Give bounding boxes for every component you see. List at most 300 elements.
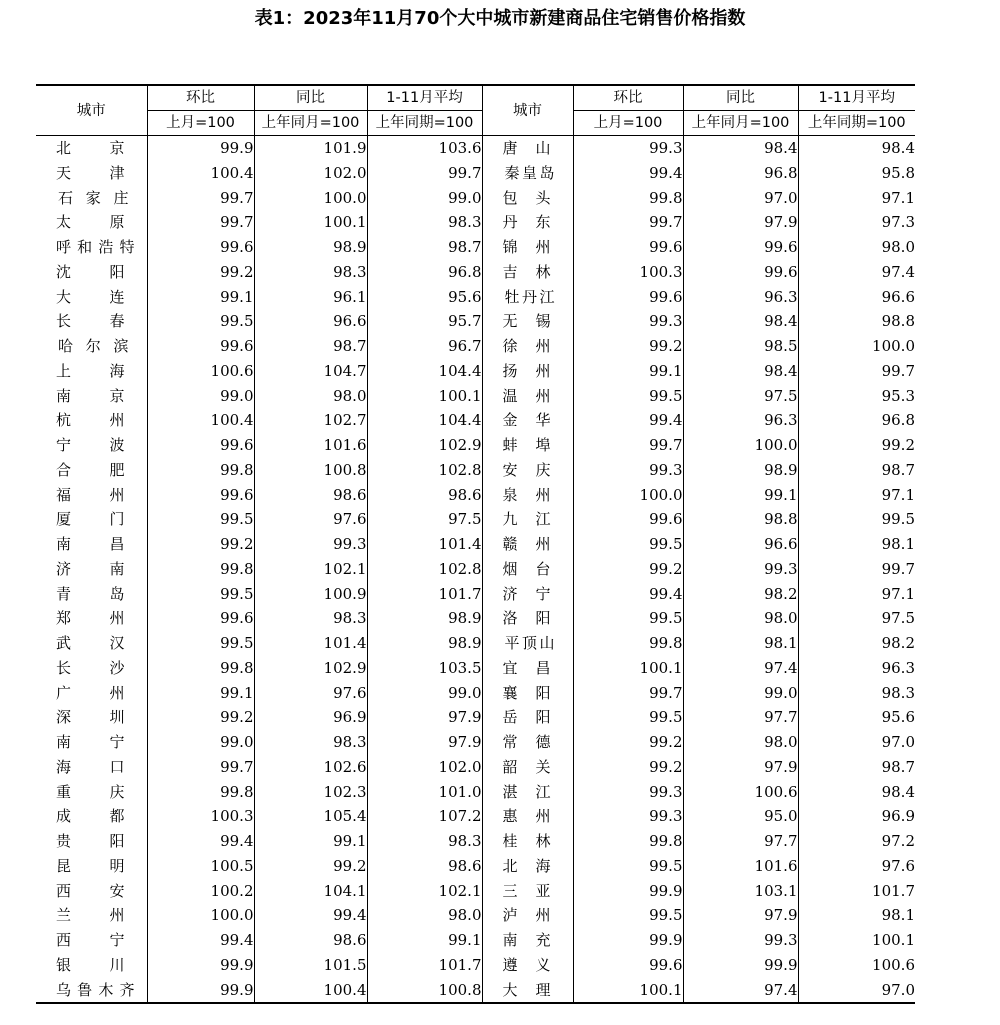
- value-avg-left: 99.7: [367, 161, 482, 186]
- value-yoy-right: 99.3: [683, 557, 798, 582]
- value-mom-right: 99.4: [573, 582, 683, 607]
- city-name-right: [482, 928, 573, 953]
- value-avg-left: 102.1: [367, 879, 482, 904]
- city-name-right: [482, 309, 573, 334]
- value-yoy-right: 97.4: [683, 656, 798, 681]
- city-name-right: [482, 210, 573, 235]
- city-name-right: [482, 631, 573, 656]
- value-yoy-right: 100.0: [683, 433, 798, 458]
- value-yoy-left: 102.6: [254, 755, 367, 780]
- table-row: [36, 978, 915, 1004]
- value-avg-left: 98.3: [367, 210, 482, 235]
- city-name-text: 洛 阳: [502, 609, 551, 628]
- value-mom-left: 99.8: [147, 458, 254, 483]
- city-name-left: [36, 829, 147, 854]
- value-mom-left: 99.1: [147, 285, 254, 310]
- value-yoy-left: 100.4: [254, 978, 367, 1004]
- value-yoy-left: 101.5: [254, 953, 367, 978]
- value-yoy-left: 99.1: [254, 829, 367, 854]
- value-avg-left: 98.0: [367, 903, 482, 928]
- value-avg-right: 98.7: [798, 755, 915, 780]
- city-name-left: [36, 681, 147, 706]
- city-name-right: [482, 582, 573, 607]
- city-name-text: 九 江: [502, 510, 551, 529]
- city-name-left: [36, 928, 147, 953]
- value-avg-left: 107.2: [367, 804, 482, 829]
- value-mom-left: 99.9: [147, 978, 254, 1004]
- value-mom-left: 100.2: [147, 879, 254, 904]
- city-name-left: [36, 458, 147, 483]
- value-avg-left: 99.0: [367, 186, 482, 211]
- value-avg-right: 100.0: [798, 334, 915, 359]
- table-row: [36, 730, 915, 755]
- value-mom-left: 100.4: [147, 408, 254, 433]
- value-yoy-left: 98.9: [254, 235, 367, 260]
- city-name-right: [482, 656, 573, 681]
- value-mom-left: 100.5: [147, 854, 254, 879]
- city-name-left: [36, 507, 147, 532]
- city-name-right: [482, 681, 573, 706]
- city-name-right: [482, 260, 573, 285]
- header-avg-right: 1-11月平均: [798, 85, 915, 111]
- value-avg-right: 101.7: [798, 879, 915, 904]
- value-yoy-right: 97.0: [683, 186, 798, 211]
- value-mom-left: 100.4: [147, 161, 254, 186]
- value-yoy-right: 98.1: [683, 631, 798, 656]
- city-name-text: 吉 林: [502, 262, 551, 281]
- value-yoy-right: 99.3: [683, 928, 798, 953]
- city-name-text: 太 原: [56, 213, 125, 232]
- city-name-text: 北 海: [502, 856, 551, 875]
- city-name-text: 呼 和 浩 特: [56, 238, 135, 256]
- city-name-text: 厦 门: [56, 510, 125, 529]
- value-avg-right: 98.4: [798, 136, 915, 161]
- value-mom-right: 99.5: [573, 903, 683, 928]
- value-avg-right: 98.4: [798, 780, 915, 805]
- city-name-text: 深 圳: [56, 708, 125, 727]
- value-mom-right: 99.4: [573, 408, 683, 433]
- city-name-left: [36, 483, 147, 508]
- value-yoy-left: 104.7: [254, 359, 367, 384]
- value-avg-left: 99.0: [367, 681, 482, 706]
- city-name-text: 蚌 埠: [502, 436, 551, 454]
- value-yoy-right: 97.9: [683, 903, 798, 928]
- value-avg-right: 96.3: [798, 656, 915, 681]
- city-name-text: 赣 州: [502, 535, 551, 553]
- value-avg-left: 98.6: [367, 854, 482, 879]
- value-mom-right: 99.3: [573, 804, 683, 829]
- value-yoy-right: 98.2: [683, 582, 798, 607]
- city-name-right: [482, 755, 573, 780]
- city-name-left: [36, 384, 147, 409]
- table-row: [36, 458, 915, 483]
- city-name-text: 三 亚: [502, 881, 551, 900]
- value-yoy-right: 95.0: [683, 804, 798, 829]
- value-yoy-right: 97.9: [683, 210, 798, 235]
- city-name-text: 石 家 庄: [58, 188, 129, 207]
- value-yoy-left: 100.1: [254, 210, 367, 235]
- city-name-right: [482, 532, 573, 557]
- value-yoy-left: 99.3: [254, 532, 367, 557]
- value-avg-left: 95.6: [367, 285, 482, 310]
- value-mom-right: 99.1: [573, 359, 683, 384]
- table-row: [36, 953, 915, 978]
- value-avg-left: 101.0: [367, 780, 482, 805]
- header-yoy-right: 同比: [683, 85, 798, 111]
- table-row: [36, 582, 915, 607]
- city-name-right: [482, 458, 573, 483]
- table-row: [36, 854, 915, 879]
- value-avg-left: 97.5: [367, 507, 482, 532]
- city-name-left: [36, 309, 147, 334]
- value-mom-right: 99.7: [573, 681, 683, 706]
- value-yoy-right: 99.0: [683, 681, 798, 706]
- city-name-right: [482, 408, 573, 433]
- value-yoy-left: 104.1: [254, 879, 367, 904]
- table-row: [36, 384, 915, 409]
- value-yoy-left: 102.7: [254, 408, 367, 433]
- value-mom-left: 99.6: [147, 433, 254, 458]
- value-avg-right: 97.1: [798, 483, 915, 508]
- city-name-text: 惠 州: [502, 807, 551, 826]
- header-yoy-left: 同比: [254, 85, 367, 111]
- city-name-text: 杭 州: [56, 411, 125, 430]
- value-yoy-left: 97.6: [254, 507, 367, 532]
- city-name-text: 海 口: [56, 757, 125, 776]
- value-mom-left: 99.7: [147, 755, 254, 780]
- value-mom-right: 99.6: [573, 953, 683, 978]
- city-name-left: [36, 705, 147, 730]
- city-name-left: [36, 186, 147, 211]
- city-name-text: 长 春: [56, 312, 125, 331]
- city-name-left: [36, 780, 147, 805]
- value-avg-right: 97.2: [798, 829, 915, 854]
- value-mom-left: 99.7: [147, 186, 254, 211]
- header-city-right: 城市: [482, 85, 573, 136]
- city-name-text: 牡 丹 江: [504, 287, 555, 306]
- table-row: [36, 507, 915, 532]
- table-row: [36, 408, 915, 433]
- value-yoy-left: 101.4: [254, 631, 367, 656]
- city-name-left: [36, 879, 147, 904]
- city-name-left: [36, 631, 147, 656]
- city-name-right: [482, 557, 573, 582]
- city-name-text: 成 都: [56, 807, 125, 826]
- city-name-text: 泉 州: [502, 485, 551, 504]
- value-mom-right: 100.1: [573, 978, 683, 1004]
- header-avg-base-right: 上年同期=100: [798, 111, 915, 136]
- table-row: [36, 829, 915, 854]
- value-yoy-left: 102.3: [254, 780, 367, 805]
- value-yoy-left: 100.8: [254, 458, 367, 483]
- value-avg-right: 98.3: [798, 681, 915, 706]
- value-mom-left: 99.2: [147, 532, 254, 557]
- value-mom-left: 99.8: [147, 557, 254, 582]
- city-name-right: [482, 978, 573, 1004]
- city-name-text: 岳 阳: [502, 708, 551, 727]
- value-avg-right: 97.0: [798, 730, 915, 755]
- city-name-text: 包 头: [502, 188, 551, 207]
- city-name-right: [482, 705, 573, 730]
- value-mom-right: 99.7: [573, 210, 683, 235]
- value-mom-right: 99.4: [573, 161, 683, 186]
- value-mom-right: 99.6: [573, 507, 683, 532]
- city-name-left: [36, 235, 147, 260]
- value-mom-right: 99.3: [573, 458, 683, 483]
- value-mom-left: 99.2: [147, 705, 254, 730]
- value-yoy-right: 98.4: [683, 136, 798, 161]
- value-avg-right: 100.6: [798, 953, 915, 978]
- value-mom-right: 99.5: [573, 532, 683, 557]
- city-name-left: [36, 903, 147, 928]
- value-mom-right: 99.8: [573, 186, 683, 211]
- value-yoy-right: 100.6: [683, 780, 798, 805]
- value-avg-right: 98.0: [798, 235, 915, 260]
- value-yoy-left: 98.3: [254, 606, 367, 631]
- value-mom-left: 99.8: [147, 780, 254, 805]
- value-yoy-left: 98.6: [254, 928, 367, 953]
- value-yoy-right: 98.9: [683, 458, 798, 483]
- value-avg-left: 102.0: [367, 755, 482, 780]
- value-avg-right: 99.5: [798, 507, 915, 532]
- value-yoy-right: 98.4: [683, 309, 798, 334]
- city-name-right: [482, 334, 573, 359]
- header-yoy-base-right: 上年同月=100: [683, 111, 798, 136]
- value-yoy-right: 98.0: [683, 730, 798, 755]
- value-mom-left: 99.6: [147, 606, 254, 631]
- city-name-text: 南 昌: [56, 535, 125, 553]
- value-avg-left: 98.3: [367, 829, 482, 854]
- table-row: [36, 136, 915, 161]
- value-mom-right: 99.5: [573, 854, 683, 879]
- value-yoy-left: 99.4: [254, 903, 367, 928]
- value-avg-right: 95.3: [798, 384, 915, 409]
- value-mom-left: 99.5: [147, 582, 254, 607]
- city-name-text: 上 海: [56, 361, 125, 380]
- value-mom-right: 99.8: [573, 631, 683, 656]
- value-yoy-right: 96.6: [683, 532, 798, 557]
- value-yoy-left: 98.6: [254, 483, 367, 508]
- city-name-right: [482, 780, 573, 805]
- value-yoy-left: 102.0: [254, 161, 367, 186]
- city-name-right: [482, 161, 573, 186]
- value-mom-right: 99.3: [573, 309, 683, 334]
- city-name-text: 遵 义: [502, 955, 551, 974]
- header-city-left: 城市: [36, 85, 147, 136]
- value-mom-right: 99.6: [573, 235, 683, 260]
- table-row: [36, 285, 915, 310]
- value-yoy-right: 99.9: [683, 953, 798, 978]
- city-name-left: [36, 334, 147, 359]
- city-name-right: [482, 953, 573, 978]
- table-row: [36, 557, 915, 582]
- city-name-text: 常 德: [502, 733, 551, 751]
- value-avg-left: 95.7: [367, 309, 482, 334]
- city-name-text: 泸 州: [502, 906, 551, 925]
- value-mom-left: 99.5: [147, 507, 254, 532]
- value-avg-left: 97.9: [367, 705, 482, 730]
- city-name-text: 无 锡: [502, 312, 551, 331]
- city-name-left: [36, 285, 147, 310]
- city-name-right: [482, 433, 573, 458]
- city-name-right: [482, 879, 573, 904]
- city-name-text: 秦 皇 岛: [504, 163, 555, 182]
- city-name-text: 济 宁: [502, 584, 551, 603]
- value-mom-left: 100.0: [147, 903, 254, 928]
- value-mom-right: 99.5: [573, 606, 683, 631]
- city-name-text: 重 庆: [56, 782, 125, 801]
- header-mom-base-right: 上月=100: [573, 111, 683, 136]
- value-avg-right: 95.8: [798, 161, 915, 186]
- header-avg-base-left: 上年同期=100: [367, 111, 482, 136]
- value-yoy-left: 98.7: [254, 334, 367, 359]
- value-mom-left: 99.0: [147, 730, 254, 755]
- city-name-right: [482, 606, 573, 631]
- value-avg-right: 99.2: [798, 433, 915, 458]
- city-name-text: 郑 州: [56, 609, 125, 628]
- value-avg-right: 96.8: [798, 408, 915, 433]
- value-avg-left: 103.5: [367, 656, 482, 681]
- value-avg-right: 98.7: [798, 458, 915, 483]
- table-row: [36, 235, 915, 260]
- table-body: [36, 136, 915, 1004]
- city-name-text: 昆 明: [56, 856, 125, 875]
- city-name-text: 贵 阳: [56, 832, 125, 850]
- value-mom-right: 99.5: [573, 384, 683, 409]
- value-mom-right: 99.2: [573, 557, 683, 582]
- city-name-left: [36, 730, 147, 755]
- header-mom-base-left: 上月=100: [147, 111, 254, 136]
- value-avg-left: 98.9: [367, 606, 482, 631]
- table-row: [36, 210, 915, 235]
- header-mom-right: 环比: [573, 85, 683, 111]
- table-row: [36, 804, 915, 829]
- value-avg-left: 98.9: [367, 631, 482, 656]
- table-row: [36, 631, 915, 656]
- value-mom-left: 99.5: [147, 309, 254, 334]
- value-avg-right: 97.3: [798, 210, 915, 235]
- value-avg-right: 96.9: [798, 804, 915, 829]
- table-row: [36, 928, 915, 953]
- header-yoy-base-left: 上年同月=100: [254, 111, 367, 136]
- value-mom-left: 99.6: [147, 235, 254, 260]
- value-mom-right: 99.6: [573, 285, 683, 310]
- value-avg-left: 101.7: [367, 582, 482, 607]
- value-yoy-left: 98.3: [254, 730, 367, 755]
- city-name-left: [36, 408, 147, 433]
- value-mom-left: 99.8: [147, 656, 254, 681]
- city-name-left: [36, 136, 147, 161]
- table-row: [36, 681, 915, 706]
- city-name-text: 烟 台: [502, 559, 551, 578]
- table-row: [36, 879, 915, 904]
- table-row: [36, 705, 915, 730]
- city-name-left: [36, 656, 147, 681]
- value-yoy-left: 96.9: [254, 705, 367, 730]
- table-row: [36, 359, 915, 384]
- value-mom-left: 99.7: [147, 210, 254, 235]
- table-row: [36, 260, 915, 285]
- table-title: 表1：2023年11月70个大中城市新建商品住宅销售价格指数: [254, 8, 746, 29]
- value-mom-right: 99.2: [573, 334, 683, 359]
- city-name-right: [482, 507, 573, 532]
- city-name-text: 青 岛: [56, 584, 125, 603]
- value-mom-left: 99.4: [147, 928, 254, 953]
- city-name-text: 襄 阳: [502, 683, 551, 702]
- value-avg-left: 100.8: [367, 978, 482, 1004]
- value-yoy-left: 101.6: [254, 433, 367, 458]
- value-yoy-left: 97.6: [254, 681, 367, 706]
- table-row: [36, 161, 915, 186]
- city-name-left: [36, 557, 147, 582]
- city-name-right: [482, 136, 573, 161]
- value-avg-left: 102.8: [367, 458, 482, 483]
- header-avg-left: 1-11月平均: [367, 85, 482, 111]
- city-name-text: 宁 波: [56, 436, 125, 454]
- value-avg-right: 98.2: [798, 631, 915, 656]
- city-name-text: 湛 江: [502, 782, 551, 801]
- value-avg-right: 96.6: [798, 285, 915, 310]
- city-name-text: 韶 关: [502, 757, 551, 776]
- value-mom-left: 99.0: [147, 384, 254, 409]
- value-yoy-right: 99.6: [683, 235, 798, 260]
- value-avg-right: 100.1: [798, 928, 915, 953]
- table-row: [36, 186, 915, 211]
- value-mom-right: 100.0: [573, 483, 683, 508]
- city-name-right: [482, 483, 573, 508]
- header-mom-left: 环比: [147, 85, 254, 111]
- city-name-text: 长 沙: [56, 658, 125, 677]
- city-name-text: 天 津: [56, 163, 125, 182]
- table-row: [36, 656, 915, 681]
- city-name-text: 福 州: [56, 485, 125, 504]
- value-avg-left: 98.6: [367, 483, 482, 508]
- value-avg-left: 96.7: [367, 334, 482, 359]
- value-avg-right: 98.8: [798, 309, 915, 334]
- value-mom-right: 99.3: [573, 136, 683, 161]
- value-mom-left: 99.2: [147, 260, 254, 285]
- value-mom-left: 100.3: [147, 804, 254, 829]
- city-name-left: [36, 854, 147, 879]
- value-yoy-right: 98.0: [683, 606, 798, 631]
- value-avg-right: 99.7: [798, 359, 915, 384]
- table-row: [36, 532, 915, 557]
- city-name-right: [482, 186, 573, 211]
- value-avg-right: 98.1: [798, 903, 915, 928]
- city-name-text: 宜 昌: [502, 658, 551, 677]
- price-index-table: [36, 84, 915, 1004]
- city-name-text: 西 宁: [56, 931, 125, 949]
- value-avg-left: 99.1: [367, 928, 482, 953]
- value-mom-left: 99.5: [147, 631, 254, 656]
- city-name-left: [36, 210, 147, 235]
- value-avg-right: 97.0: [798, 978, 915, 1004]
- value-mom-left: 99.6: [147, 483, 254, 508]
- value-mom-right: 99.5: [573, 705, 683, 730]
- city-name-right: [482, 359, 573, 384]
- value-avg-left: 104.4: [367, 408, 482, 433]
- value-yoy-left: 102.1: [254, 557, 367, 582]
- city-name-text: 丹 东: [502, 213, 551, 232]
- value-avg-left: 100.1: [367, 384, 482, 409]
- city-name-right: [482, 829, 573, 854]
- value-avg-left: 101.4: [367, 532, 482, 557]
- value-yoy-right: 101.6: [683, 854, 798, 879]
- city-name-left: [36, 359, 147, 384]
- value-mom-left: 99.9: [147, 136, 254, 161]
- value-mom-right: 100.1: [573, 656, 683, 681]
- value-yoy-right: 96.8: [683, 161, 798, 186]
